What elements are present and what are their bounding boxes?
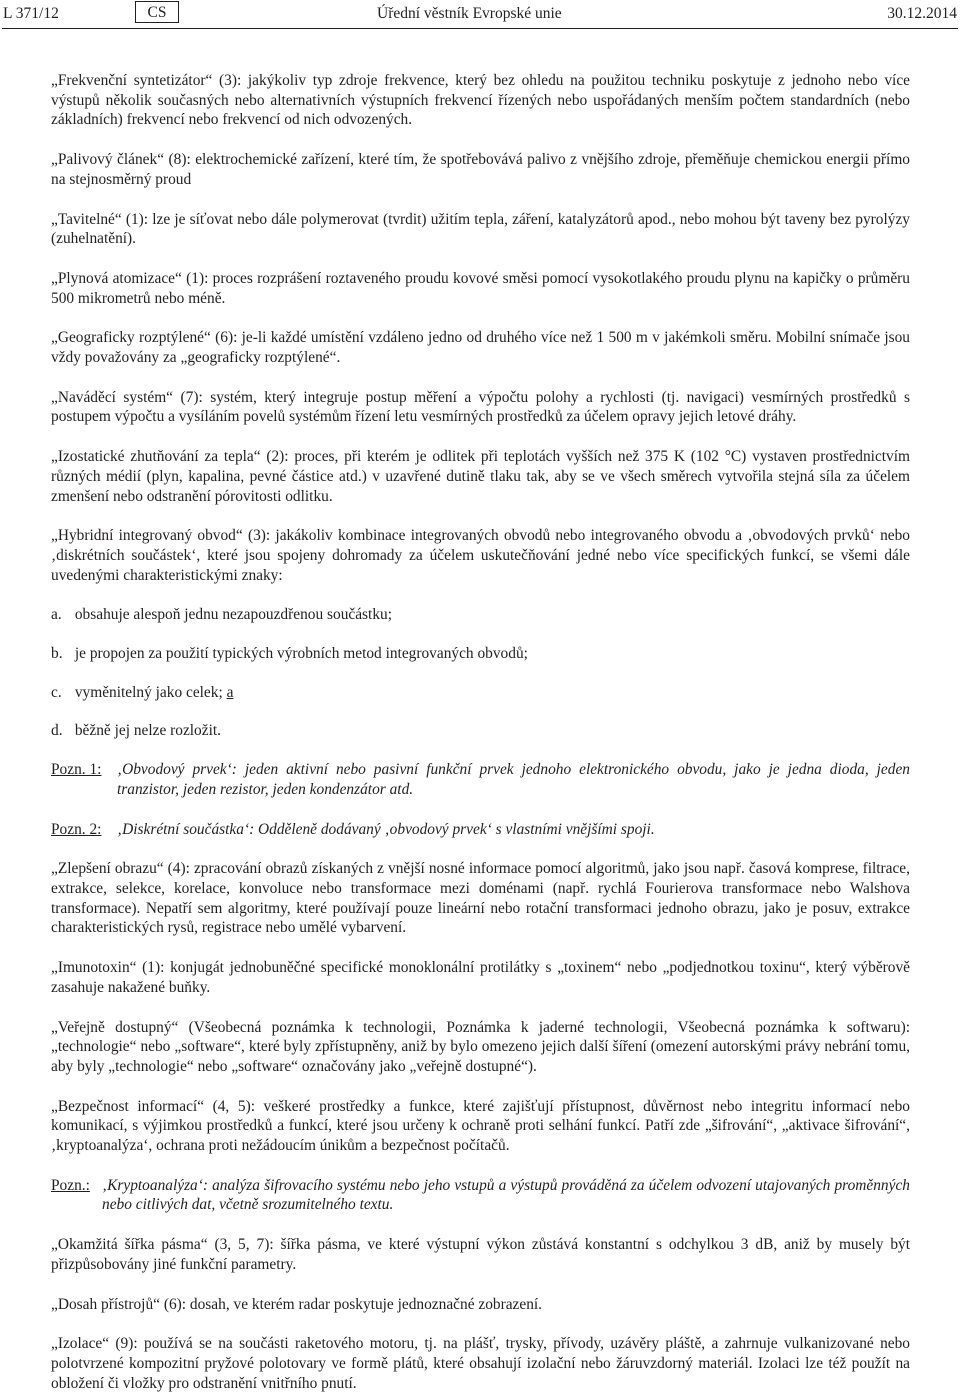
list-text: běžně jej nelze rozložit. bbox=[74, 722, 221, 740]
note-label: Pozn.: bbox=[51, 1176, 90, 1194]
list-item bbox=[51, 721, 910, 741]
list-label: b. bbox=[51, 645, 63, 663]
note-label: Pozn. 1: bbox=[51, 761, 102, 779]
definition-paragraph: „Geograficky rozptýlené“ (6): je-li každé umístění vzdáleno jedno od druhého více než 1 500 m v jakémkoli směru. Mobilní snímače jsou vždy považovány za „geograficky rozptýlené“. bbox=[51, 329, 910, 367]
definition-paragraph: „Bezpečnost informací“ (4, 5): veškeré prostředky a funkce, které zajišťují přístupnost, důvěrnost nebo integritu informací nebo komunikací, s výjimkou prostředků a funkcí, které jsou určeny k ochraně proti selhání funkcí. Patří zde „šifrování“, „aktivace šifrování“, ‚kryptoanalýza‘, ochrana proti nežádoucím únikům a bezpečnost počítačů. bbox=[51, 1097, 910, 1155]
note-text: ‚Kryptoanalýza‘: analýza šifrovacího systému nebo jeho vstupů a výstupů prováděná za účelem odvození utajovaných proměnných nebo citlivých dat, včetně srozumitelného textu. bbox=[102, 1176, 910, 1214]
definition-paragraph: „Frekvenční syntetizátor“ (3): jakýkoliv typ zdroje frekvence, který bez ohledu na použitou techniku poskytuje z jednoho nebo více výstupů několik současných nebo alternativních výstupních frekvencí řízených nebo uspořádaných menším počtem standardních (nebo základních) frekvencí nebo frekvencí od nich odvozených. bbox=[51, 72, 910, 129]
definition-paragraph: „Okamžitá šířka pásma“ (3, 5, 7): šířka pásma, ve které výstupní výkon zůstává konstantní s odchylkou 3 dB, aniž by musely být přizpůsobovány jiné funkční parametry. bbox=[51, 1236, 910, 1273]
note-text: ‚Obvodový prvek‘: jeden aktivní nebo pasivní funkční prvek jednoho elektronického obvodu, jako je jedna dioda, jeden tranzistor, jeden rezistor, jeden kondenzátor atd. bbox=[117, 761, 910, 798]
definition-paragraph: „Hybridní integrovaný obvod“ (3): jakákoliv kombinace integrovaných obvodů nebo integrovaného obvodu a ‚obvodových prvků‘ nebo ‚diskrétních součástek‘, které jsou spojeny dohromady za účelem uskutečňování jedné nebo více specifických funkcí, se všemi dále uvedenými charakteristickými znaky: bbox=[51, 527, 910, 584]
page-reference: L 371/12 bbox=[3, 5, 59, 22]
definition-paragraph: „Veřejně dostupný“ (Všeobecná poznámka k technologii, Poznámka k jaderné technologii, Všeobecná poznámka k softwaru): „technologie“ nebo „software“, které byly zpřístupněny, aniž by bylo omezeno jejich další šíření (omezení autorskými právy nebrání tomu, aby byly „technologie“ nebo „software“ označovány jako „veřejně dostupné“). bbox=[51, 1018, 910, 1075]
document-body bbox=[51, 71, 910, 1393]
publication-date: 30.12.2014 bbox=[887, 5, 957, 22]
list-item bbox=[51, 683, 910, 703]
list-label: d. bbox=[51, 722, 63, 740]
page-header bbox=[0, 0, 960, 28]
list-label: a. bbox=[51, 606, 62, 624]
header-rule bbox=[2, 28, 958, 29]
definition-paragraph: „Tavitelné“ (1): lze je síťovat nebo dále polymerovat (tvrdit) užitím tepla, záření, katalyzátorů apod., nebo mohou být taveny bez pyrolýzy (zuhelnatění). bbox=[51, 210, 910, 248]
list-text: obsahuje alespoň jednu nezapouzdřenou součástku; bbox=[74, 606, 392, 624]
definition-paragraph: „Naváděcí systém“ (7): systém, který integruje postup měření a výpočtu polohy a rychlosti (tj. navigaci) vesmírných prostředků s postupem výpočtu a vysíláním povelů systémům řízení letu vesmírných prostředků za účelem opravy jejich letové dráhy. bbox=[51, 388, 910, 426]
list-label: c. bbox=[51, 683, 62, 701]
list-item bbox=[51, 605, 910, 625]
definition-paragraph: „Palivový článek“ (8): elektrochemické zařízení, které tím, že spotřebovává palivo z vnějšího zdroje, přeměňuje chemickou energii přímo na stejnosměrný proud bbox=[51, 151, 910, 188]
definition-paragraph: „Izolace“ (9): používá se na součásti raketového motoru, tj. na plášť, trysky, přívody, uzávěry pláště, a zahrnuje vulkanizované nebo polotvrzené kompozitní pryžové polotovary ve formě plátů, které obsahují izolační nebo žáruvzdorný materiál. Izolaci lze též použít na obložení či vložky pro odstranění vnitřního pnutí. bbox=[51, 1335, 910, 1392]
list-item bbox=[51, 644, 910, 664]
definition-paragraph: „Dosah přístrojů“ (6): dosah, ve kterém radar poskytuje jednoznačné zobrazení. bbox=[51, 1295, 543, 1313]
note-label: Pozn. 2: bbox=[51, 820, 102, 838]
note bbox=[51, 1176, 910, 1215]
definition-paragraph: „Izostatické zhutňování za tepla“ (2): proces, při kterém je odlitek při teplotách vyšších než 375 K (102 °C) vystaven prostřednictvím různých médií (plyn, kapalina, pevné částice atd.) v uzavřené dutině tlaku tak, aby se ve všech směrech vytvořila stejná síla za účelem zmenšení nebo odstranění pórovitosti odlitku. bbox=[51, 448, 910, 505]
note-text: ‚Diskrétní součástka‘: Odděleně dodávaný ‚obvodový prvek‘ s vlastními vnějšími spoji. bbox=[117, 820, 655, 838]
definition-paragraph: „Imunotoxin“ (1): konjugát jednobuněčné specifické monoklonální protilátky s „toxinem“ nebo „podjednotkou toxinu“, který výběrově zasahuje nakažené buňky. bbox=[51, 959, 910, 996]
definition-paragraph: „Zlepšení obrazu“ (4): zpracování obrazů získaných z vnější nosné informace pomocí algoritmů, jako jsou např. časová komprese, filtrace, extrakce, selekce, korelace, konvoluce nebo transformace mezi doménami (např. rychlá Fourierova transformace nebo Walshova transformace). Nepatří sem algoritmy, které používají pouze lineární nebo rotační transformaci jednoho obrazu, jako je posuv, extrakce charakteristických rysů, registrace nebo umělé vybarvení. bbox=[51, 860, 910, 937]
list-conjunction: a bbox=[226, 683, 234, 701]
list-text: je propojen za použití typických výrobních metod integrovaných obvodů; bbox=[74, 645, 528, 663]
note bbox=[51, 820, 910, 840]
note bbox=[51, 760, 910, 799]
definition-paragraph: „Plynová atomizace“ (1): proces rozprášení roztaveného proudu kovové směsi pomocí vysokotlakého proudu plynu na kapičky o průměru 500 mikrometrů nebo méně. bbox=[51, 269, 910, 307]
list-text: vyměnitelný jako celek; bbox=[74, 683, 227, 701]
language-code: CS bbox=[135, 1, 179, 23]
journal-title: Úřední věstník Evropské unie bbox=[377, 5, 562, 22]
